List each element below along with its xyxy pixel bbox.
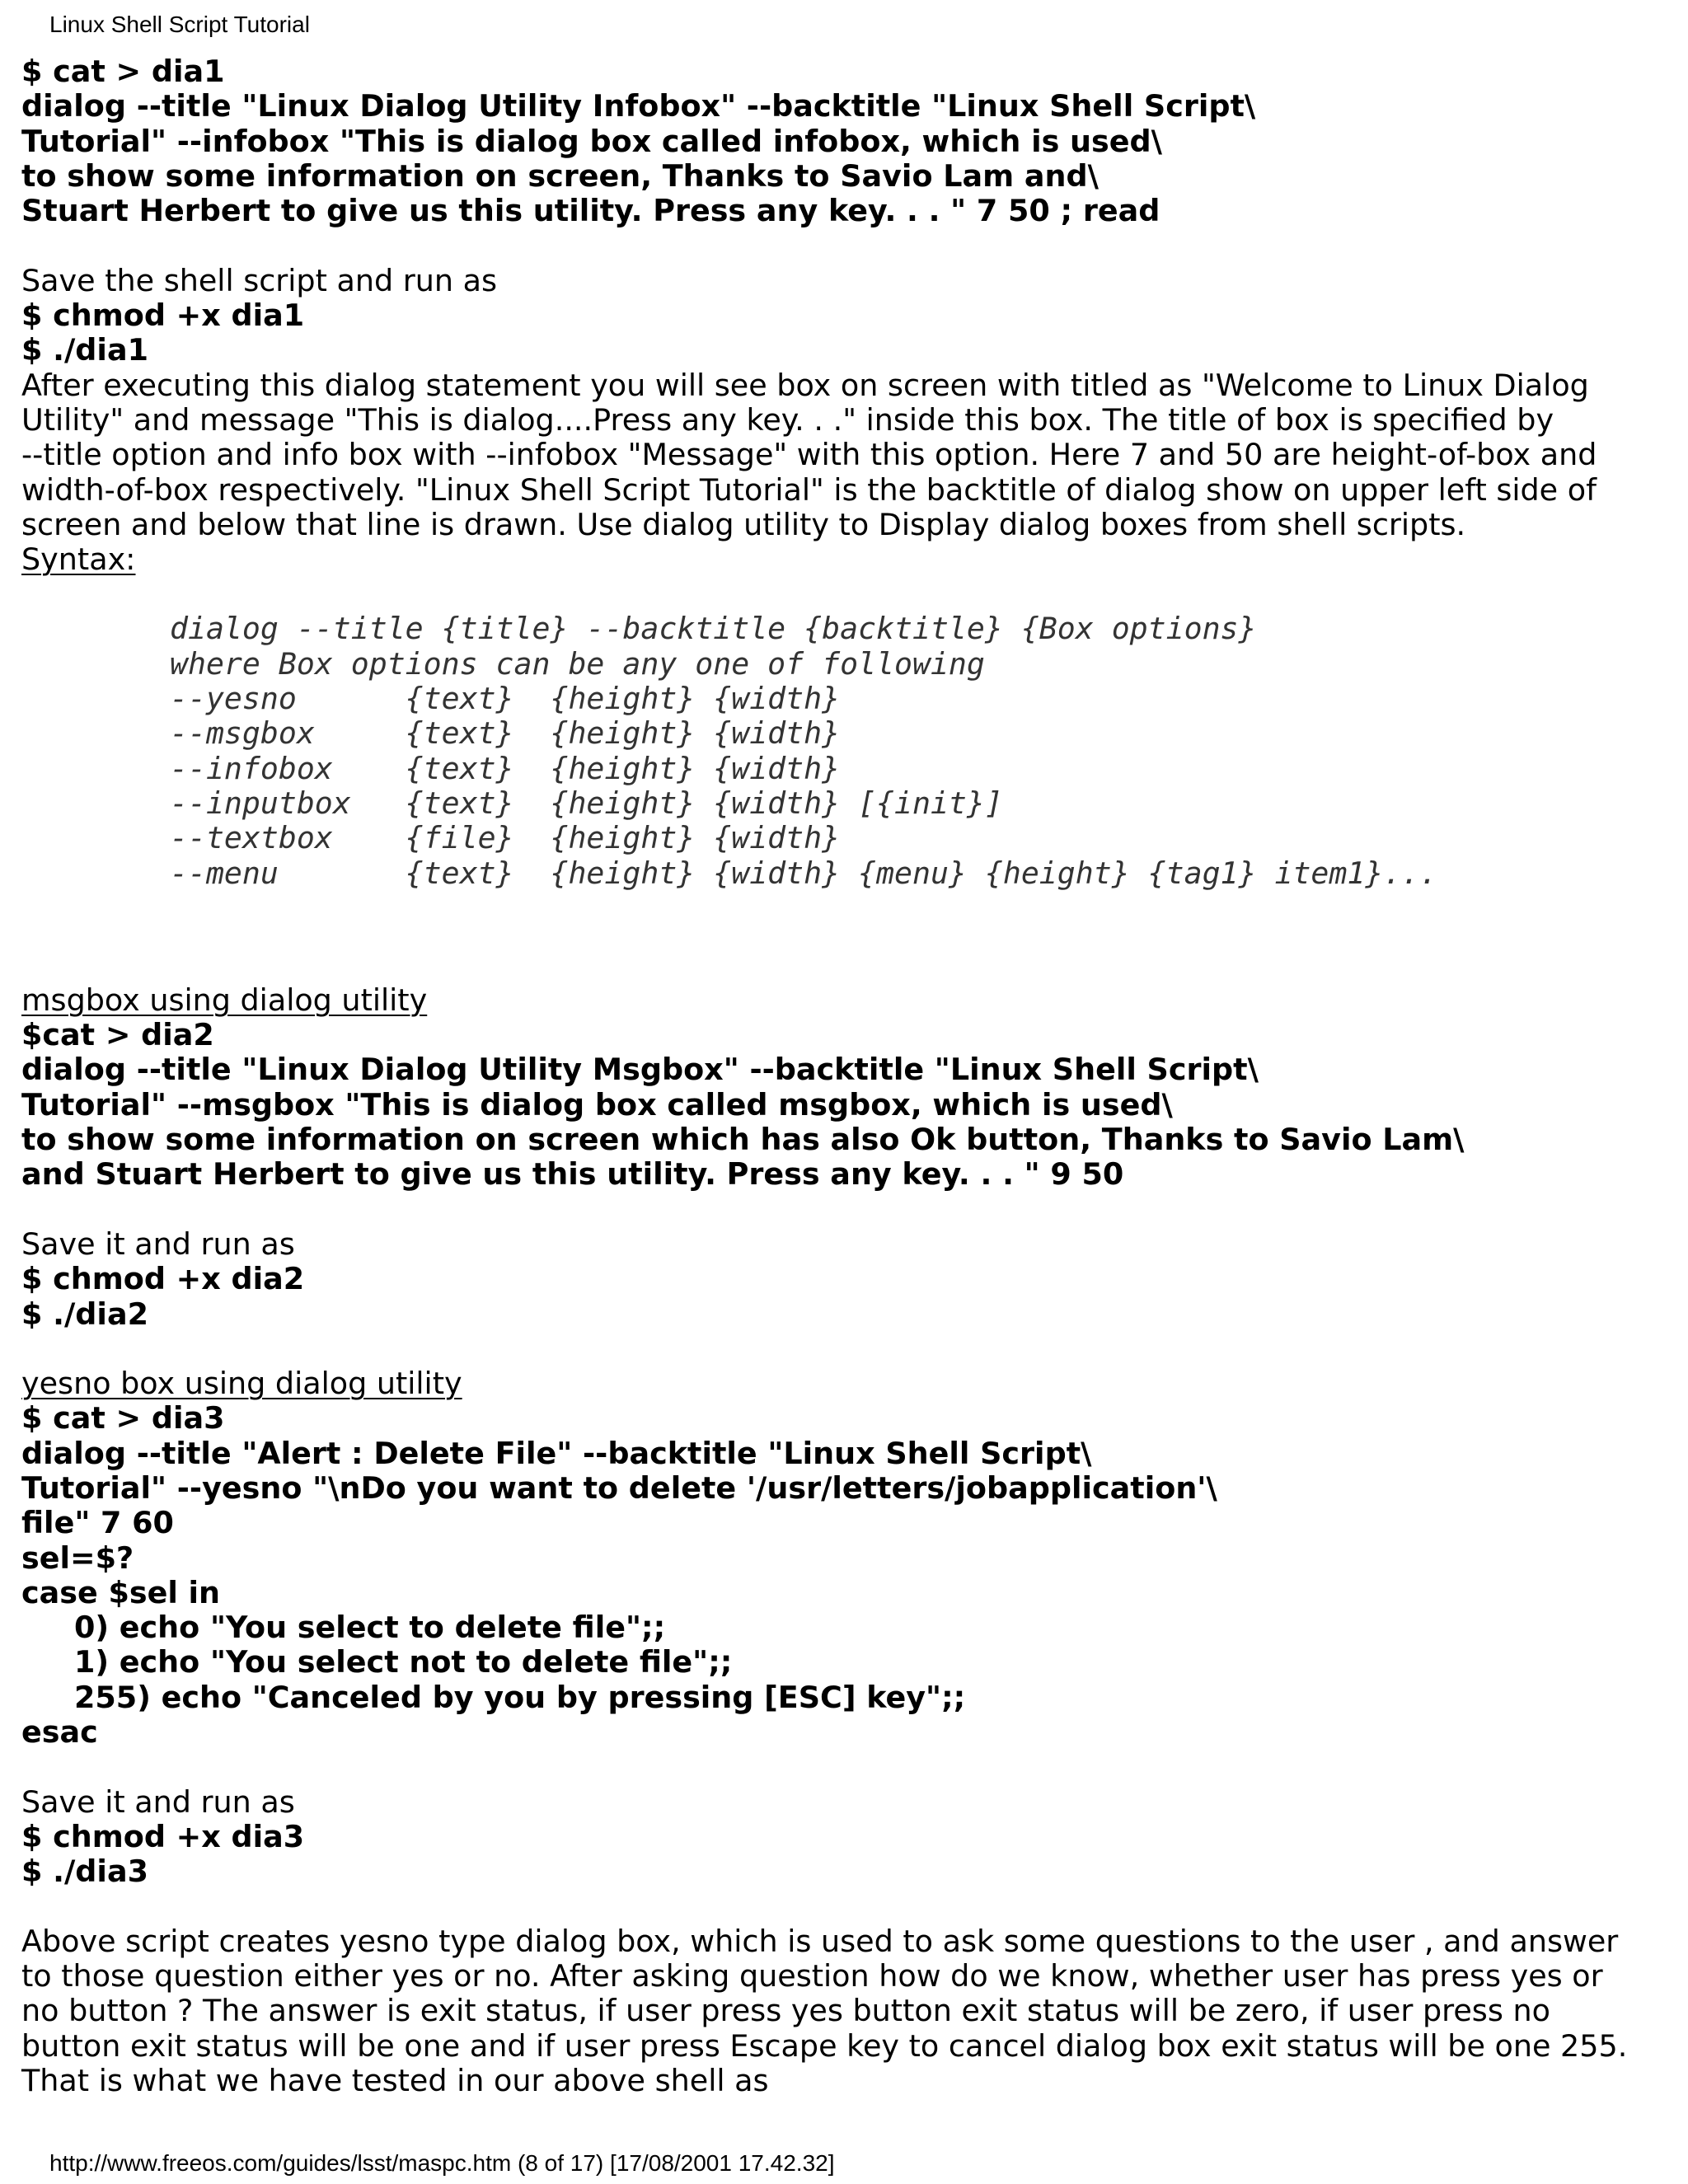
code-line: $ cat > dia1 <box>21 54 225 89</box>
paragraph-line: That is what we have tested in our above shell as <box>21 2063 769 2099</box>
code-line: dialog --title "Linux Dialog Utility Infobox" --backtitle "Linux Shell Script\ <box>21 88 1256 124</box>
paragraph-line: to those question either yes or no. After asking question how do we know, whether user has press yes or <box>21 1958 1603 1994</box>
paragraph-line: --title option and info box with --infobox "Message" with this option. Here 7 and 50 are height-of-box and <box>21 437 1597 473</box>
code-line: file" 7 60 <box>21 1505 174 1541</box>
paragraph-line: screen and below that line is drawn. Use dialog utility to Display dialog boxes from shell scripts. <box>21 506 1466 542</box>
code-line: dialog --title "Alert : Delete File" --backtitle "Linux Shell Script\ <box>21 1435 1092 1471</box>
syntax-line: --inputbox {text} {height} {width} [{init}] <box>170 785 1003 821</box>
tutorial-content <box>21 54 1670 2098</box>
code-line: $ cat > dia3 <box>21 1400 225 1436</box>
paragraph-line: Utility" and message "This is dialog....Press any key. . ." inside this box. The title of box is specified by <box>21 401 1554 438</box>
paragraph-line: button exit status will be one and if user press Escape key to cancel dialog box exit status will be one 255. <box>21 2027 1628 2064</box>
syntax-line: where Box options can be any one of following <box>170 645 985 682</box>
code-line: to show some information on screen which has also Ok button, Thanks to Savio Lam\ <box>21 1122 1465 1158</box>
spacer <box>21 1193 1670 1227</box>
case-line: 1) echo "You select not to delete file";; <box>74 1644 733 1680</box>
msgbox-heading: msgbox using dialog utility <box>21 982 428 1018</box>
save-instruction: Save the shell script and run as <box>21 262 498 298</box>
save-instruction: Save it and run as <box>21 1226 295 1262</box>
case-line: 255) echo "Canceled by you by pressing [ESC] key";; <box>74 1679 966 1715</box>
spacer <box>21 1890 1670 1924</box>
syntax-line: --msgbox {text} {height} {width} <box>170 715 841 752</box>
code-line: to show some information on screen, Thanks to Savio Lam and\ <box>21 157 1099 194</box>
run-command: $ ./dia1 <box>21 332 148 368</box>
code-line: Tutorial" --yesno "\nDo you want to delete '/usr/letters/jobapplication'\ <box>21 1469 1217 1506</box>
code-line: $cat > dia2 <box>21 1017 214 1053</box>
syntax-heading: Syntax: <box>21 541 136 578</box>
syntax-line: --infobox {text} {height} {width} <box>170 750 841 786</box>
code-line: and Stuart Herbert to give us this utility. Press any key. . . " 9 50 <box>21 1156 1124 1193</box>
syntax-block <box>170 577 1670 890</box>
code-line: Tutorial" --msgbox "This is dialog box called msgbox, which is used\ <box>21 1086 1173 1122</box>
syntax-line: --menu {text} {height} {width} {menu} {height} {tag1} item1}... <box>170 855 1438 891</box>
dia1-explanation <box>21 368 1670 542</box>
run-command: $ chmod +x dia3 <box>21 1818 305 1854</box>
paragraph-line: no button ? The answer is exit status, if user press yes button exit status will be zero, if user press no <box>21 1993 1550 2029</box>
page-header: Linux Shell Script Tutorial <box>49 12 310 37</box>
save-instruction: Save it and run as <box>21 1783 295 1820</box>
case-line: 0) echo "You select to delete file";; <box>74 1610 666 1646</box>
yesno-heading: yesno box using dialog utility <box>21 1366 462 1402</box>
paragraph-line: After executing this dialog statement you will see box on screen with titled as "Welcome to Linux Dialog <box>21 367 1589 403</box>
dia2-code-block <box>21 1018 1670 1192</box>
code-line: case $sel in <box>21 1574 221 1610</box>
run-command: $ ./dia3 <box>21 1854 148 1890</box>
code-line: esac <box>21 1714 98 1750</box>
code-line: sel=$? <box>21 1540 134 1576</box>
spacer <box>21 891 1670 983</box>
page-footer-url: http://www.freeos.com/guides/lsst/maspc.htm (8 of 17) [17/08/2001 17.42.32] <box>49 2150 835 2176</box>
code-line: Tutorial" --infobox "This is dialog box called infobox, which is used\ <box>21 123 1162 159</box>
spacer <box>21 228 1670 263</box>
dia1-code-block <box>21 54 1670 228</box>
spacer <box>21 1750 1670 1784</box>
dia3-explanation <box>21 1924 1670 2098</box>
dia3-code-block <box>21 1401 1670 1750</box>
run-command: $ ./dia2 <box>21 1296 148 1332</box>
run-command: $ chmod +x dia1 <box>21 298 305 334</box>
spacer <box>21 1332 1670 1366</box>
code-line: Stuart Herbert to give us this utility. Press any key. . . " 7 50 ; read <box>21 193 1160 229</box>
code-line: dialog --title "Linux Dialog Utility Msgbox" --backtitle "Linux Shell Script\ <box>21 1052 1259 1088</box>
syntax-line: --yesno {text} {height} {width} <box>170 681 841 717</box>
syntax-line: dialog --title {title} --backtitle {backtitle} {Box options} <box>170 611 1257 647</box>
run-command: $ chmod +x dia2 <box>21 1261 305 1297</box>
syntax-line: --textbox {file} {height} {width} <box>170 820 841 856</box>
paragraph-line: width-of-box respectively. "Linux Shell Script Tutorial" is the backtitle of dialog show on upper left side of <box>21 471 1597 508</box>
paragraph-line: Above script creates yesno type dialog box, which is used to ask some questions to the user , and answer <box>21 1923 1619 1959</box>
